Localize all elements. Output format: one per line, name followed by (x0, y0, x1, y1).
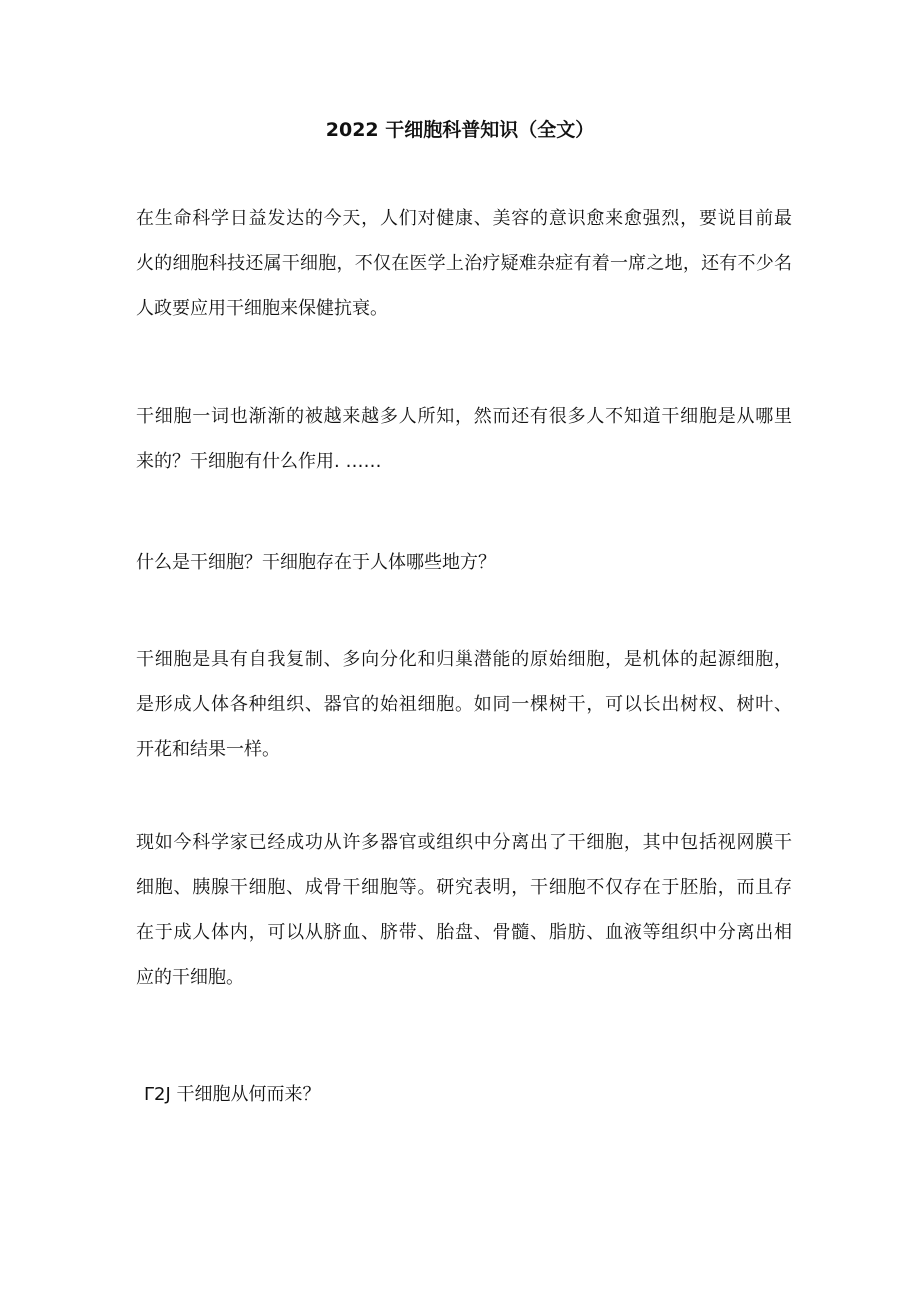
paragraph-research (136, 820, 792, 1000)
paragraph-line: 什么是干细胞？干细胞存在于人体哪些地方？ (136, 552, 496, 573)
paragraph-line: 应的干细胞。 (136, 967, 244, 988)
paragraph-line: 在生命科学日益发达的今天，人们对健康、美容的意识愈来愈强烈，要说目前最 (136, 208, 792, 229)
paragraph-line: 是形成人体各种组织、器官的始祖细胞。如同一棵树干，可以长出树杈、树叶、 (136, 694, 792, 715)
paragraph-line: 现如今科学家已经成功从许多器官或组织中分离出了干细胞，其中包括视网膜干 (136, 832, 792, 853)
paragraph-line: 人政要应用干细胞来保健抗衰。 (136, 298, 388, 319)
paragraph-question-origin (136, 394, 792, 484)
section-heading-where-from (144, 1072, 800, 1117)
paragraph-line: 在于成人体内，可以从脐血、脐带、胎盘、骨髓、脂肪、血液等组织中分离出相 (136, 922, 792, 943)
paragraph-line: 开花和结果一样。 (136, 739, 280, 760)
paragraph-line: 来的？干细胞有什么作用. …… (136, 451, 382, 472)
paragraph-line: Γ2J 干细胞从何而来？ (144, 1084, 321, 1105)
paragraph-line: 细胞、胰腺干细胞、成骨干细胞等。研究表明，干细胞不仅存在于胚胎，而且存 (136, 877, 792, 898)
paragraph-line: 火的细胞科技还属干细胞，不仅在医学上治疗疑难杂症有着一席之地，还有不少名 (136, 253, 792, 274)
paragraph-definition (136, 637, 792, 772)
section-heading-what-is (136, 540, 792, 585)
document-title: 2022 干细胞科普知识（全文） (325, 119, 595, 141)
paragraph-line: 干细胞是具有自我复制、多向分化和归巢潜能的原始细胞，是机体的起源细胞， (136, 649, 792, 670)
paragraph-line: 干细胞一词也渐渐的被越来越多人所知，然而还有很多人不知道干细胞是从哪里 (136, 406, 792, 427)
paragraph-intro (136, 196, 792, 331)
